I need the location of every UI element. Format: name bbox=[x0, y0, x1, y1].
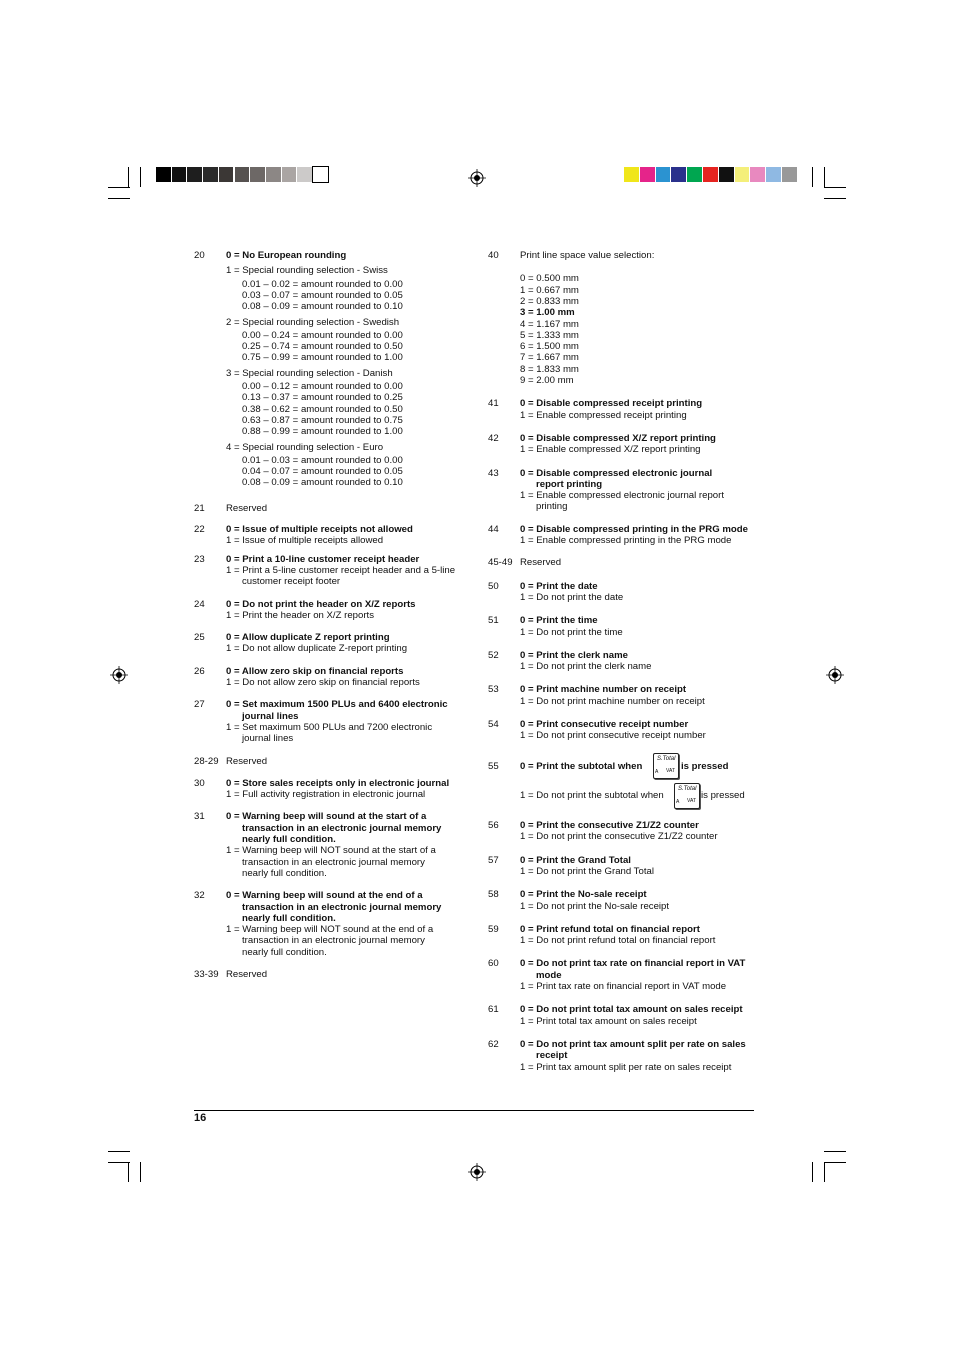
crop-mark bbox=[824, 198, 846, 199]
entry-text: 1 = Enable compressed receipt printing bbox=[520, 409, 687, 421]
entry-text: 7 = 1.667 mm bbox=[520, 352, 579, 364]
crop-mark bbox=[108, 198, 130, 199]
entry-bold-text: 0 = Print the time bbox=[520, 615, 598, 627]
registration-mark-icon bbox=[110, 666, 128, 684]
entry-number: 27 bbox=[194, 699, 205, 711]
entry-bold-text: 0 = Disable compressed X/Z report printing bbox=[520, 432, 716, 444]
color-swatch bbox=[687, 167, 702, 182]
entry-text: 9 = 2.00 mm bbox=[520, 375, 574, 386]
entry-number: 24 bbox=[194, 598, 205, 610]
entry-text: 1 = Print tax rate on financial report in VAT mode bbox=[520, 981, 727, 992]
entry-bold-text: 0 = Store sales receipts only in electronic journal bbox=[226, 777, 450, 789]
color-swatch bbox=[187, 167, 202, 182]
entry-text: 1 = Issue of multiple receipts allowed bbox=[226, 535, 384, 547]
entry-text: 8 = 1.833 mm bbox=[520, 363, 579, 375]
entry-bold-text: 0 = Allow zero skip on financial reports bbox=[226, 665, 404, 677]
entry-text: nearly full condition. bbox=[242, 867, 327, 879]
entry-text: 1 = Do not print the consecutive Z1/Z2 counter bbox=[520, 831, 718, 843]
entry-text: 1 = Do not print refund total on financial report bbox=[520, 935, 716, 947]
entry-text: 0.63 – 0.87 = amount rounded to 0.75 bbox=[242, 414, 403, 426]
entry-text: 1 = Do not print consecutive receipt number bbox=[520, 730, 706, 742]
crop-mark bbox=[824, 187, 846, 188]
entry-number: 23 bbox=[194, 553, 205, 565]
entry-text: Reserved bbox=[226, 502, 268, 514]
entry-bold-text: is pressed bbox=[681, 761, 729, 772]
entry-text: 0.08 – 0.09 = amount rounded to 0.10 bbox=[242, 301, 403, 313]
entry-text: printing bbox=[536, 501, 568, 513]
entry-number: 45-49 bbox=[488, 557, 513, 569]
color-swatch bbox=[750, 167, 765, 182]
entry-text: journal lines bbox=[242, 733, 294, 745]
entry-number: 22 bbox=[194, 524, 205, 535]
entry-text: 1 = Warning beep will NOT sound at the end of a bbox=[226, 924, 434, 936]
entry-number: 62 bbox=[488, 1038, 499, 1050]
entry-bold-text: 0 = Do not print total tax amount on sales receipt bbox=[520, 1004, 743, 1016]
entry-bold-text: 0 = Print refund total on financial report bbox=[520, 923, 700, 935]
entry-text: is pressed bbox=[701, 790, 745, 801]
entry-bold-text: mode bbox=[536, 969, 562, 981]
entry-number: 54 bbox=[488, 719, 499, 730]
color-swatch bbox=[250, 167, 265, 182]
entry-bold-text: 0 = Disable compressed printing in the PRG mode bbox=[520, 523, 748, 535]
entry-bold-text: 0 = Allow duplicate Z report printing bbox=[226, 632, 390, 644]
entry-text: 0.01 – 0.03 = amount rounded to 0.00 bbox=[242, 454, 403, 466]
entry-text: 1 = Enable compressed X/Z report printing bbox=[520, 444, 701, 456]
entry-number: 33-39 bbox=[194, 969, 219, 980]
entry-text: 1 = Do not print the date bbox=[520, 591, 624, 603]
entry-text: 0.01 – 0.02 = amount rounded to 0.00 bbox=[242, 278, 403, 290]
footer-rule bbox=[194, 1110, 754, 1111]
entry-text: 1 = Set maximum 500 PLUs and 7200 electronic bbox=[226, 721, 433, 733]
entry-bold-text: 0 = Print the consecutive Z1/Z2 counter bbox=[520, 820, 699, 831]
entry-text: 1 = Do not print the No-sale receipt bbox=[520, 900, 670, 912]
crop-mark bbox=[108, 187, 130, 188]
entry-number: 59 bbox=[488, 923, 499, 935]
color-swatch bbox=[719, 167, 734, 182]
page-number: 16 bbox=[194, 1112, 207, 1124]
entry-text: 1 = Full activity registration in electronic journal bbox=[226, 789, 426, 801]
entry-bold-text: transaction in an electronic journal memory bbox=[242, 822, 442, 834]
entry-text: 0.03 – 0.07 = amount rounded to 0.05 bbox=[242, 289, 403, 301]
entry-number: 31 bbox=[194, 811, 205, 823]
entry-text: transaction in an electronic journal memory bbox=[242, 856, 425, 868]
entry-text: 4 = Special rounding selection - Euro bbox=[226, 441, 384, 453]
entry-bold-text: 0 = Print the clerk name bbox=[520, 649, 628, 661]
color-swatch bbox=[203, 167, 218, 182]
entry-bold-text: nearly full condition. bbox=[242, 912, 336, 924]
entry-text: 1 = Special rounding selection - Swiss bbox=[226, 265, 388, 277]
entry-text: 0.25 – 0.74 = amount rounded to 0.50 bbox=[242, 341, 403, 353]
crop-mark bbox=[140, 167, 141, 187]
entry-bold-text: 0 = Print the No-sale receipt bbox=[520, 889, 647, 901]
entry-text: nearly full condition. bbox=[242, 946, 327, 958]
entry-text: 1 = Do not print the clerk name bbox=[520, 661, 652, 673]
entry-text: 1 = Do not print machine number on receipt bbox=[520, 695, 705, 707]
registration-mark-icon bbox=[468, 1163, 486, 1181]
color-swatch bbox=[656, 167, 671, 182]
entry-bold-text: 0 = Print the date bbox=[520, 580, 598, 592]
entry-text: 4 = 1.167 mm bbox=[520, 318, 579, 330]
entry-text: Print line space value selection: bbox=[520, 250, 655, 261]
entry-bold-text: 0 = Do not print the header on X/Z reports bbox=[226, 598, 416, 610]
entry-text: transaction in an electronic journal memory bbox=[242, 935, 425, 947]
crop-mark bbox=[824, 1151, 846, 1152]
entry-text: 1 = Enable compressed electronic journal report bbox=[520, 490, 724, 502]
color-swatch bbox=[235, 167, 250, 182]
entry-bold-text: 0 = Disable compressed receipt printing bbox=[520, 398, 703, 410]
s-total-key-icon: S.Total A VAT bbox=[653, 753, 679, 779]
entry-bold-text: 0 = Print the subtotal when bbox=[520, 761, 643, 772]
entry-number: 32 bbox=[194, 890, 205, 902]
entry-bold-text: 0 = Issue of multiple receipts not allowed bbox=[226, 524, 413, 535]
entry-number: 60 bbox=[488, 958, 499, 970]
entry-bold-text: 0 = Print a 10-line customer receipt header bbox=[226, 553, 420, 565]
entry-number: 51 bbox=[488, 615, 499, 627]
entry-text: 1 = Do not allow duplicate Z-report printing bbox=[226, 643, 408, 655]
entry-text: Reserved bbox=[226, 969, 268, 980]
entry-text: 3 = Special rounding selection - Danish bbox=[226, 367, 393, 379]
entry-bold-text: 0 = Warning beep will sound at the start of a bbox=[226, 811, 427, 823]
entry-number: 61 bbox=[488, 1004, 499, 1016]
entry-number: 52 bbox=[488, 649, 499, 661]
entry-bold-text: transaction in an electronic journal memory bbox=[242, 901, 442, 913]
color-swatch bbox=[282, 167, 297, 182]
entry-bold-text: 0 = Do not print tax amount split per rate on sales bbox=[520, 1038, 746, 1050]
entry-number: 28-29 bbox=[194, 755, 219, 767]
entry-number: 26 bbox=[194, 665, 205, 677]
crop-mark bbox=[812, 167, 813, 187]
entry-text: 1 = Warning beep will NOT sound at the start of a bbox=[226, 845, 436, 857]
entry-text: 1 = Do not print the subtotal when bbox=[520, 790, 664, 801]
entry-bold-text: 0 = Set maximum 1500 PLUs and 6400 electronic bbox=[226, 699, 448, 711]
entry-text: 0.75 – 0.99 = amount rounded to 1.00 bbox=[242, 352, 403, 364]
entry-bold-text: nearly full condition. bbox=[242, 834, 336, 845]
entry-text: 1 = 0.667 mm bbox=[520, 284, 579, 296]
entry-text: Reserved bbox=[226, 755, 268, 767]
entry-number: 58 bbox=[488, 889, 499, 901]
registration-mark-icon bbox=[468, 169, 486, 187]
crop-mark bbox=[108, 1151, 130, 1152]
color-swatch bbox=[703, 167, 718, 182]
entry-bold-text: 0 = Warning beep will sound at the end of a bbox=[226, 890, 423, 902]
entry-bold-text: 0 = Print machine number on receipt bbox=[520, 684, 687, 696]
crop-mark bbox=[824, 1162, 825, 1182]
entry-bold-text: 0 = Print the Grand Total bbox=[520, 854, 631, 866]
entry-text: 0.00 – 0.12 = amount rounded to 0.00 bbox=[242, 381, 403, 392]
entry-number: 21 bbox=[194, 502, 205, 514]
entry-bold-text: 0 = Print consecutive receipt number bbox=[520, 719, 689, 730]
entry-number: 55 bbox=[488, 761, 499, 772]
color-swatch bbox=[782, 167, 797, 182]
entry-text: 0.08 – 0.09 = amount rounded to 0.10 bbox=[242, 477, 403, 489]
s-total-key-icon: S.Total A VAT bbox=[674, 783, 700, 809]
entry-text: 2 = Special rounding selection - Swedish bbox=[226, 316, 400, 328]
entry-bold-text: journal lines bbox=[242, 710, 299, 722]
entry-bold-text: receipt bbox=[536, 1050, 568, 1062]
crop-mark bbox=[108, 1162, 130, 1163]
color-swatch bbox=[671, 167, 686, 182]
crop-mark bbox=[128, 167, 129, 187]
entry-number: 41 bbox=[488, 398, 499, 410]
entry-number: 25 bbox=[194, 632, 205, 644]
entry-text: 1 = Do not print the Grand Total bbox=[520, 865, 654, 877]
entry-bold-text: 0 = Disable compressed electronic journal bbox=[520, 467, 713, 479]
color-swatch bbox=[266, 167, 281, 182]
entry-text: 1 = Print total tax amount on sales receipt bbox=[520, 1015, 697, 1027]
crop-mark bbox=[128, 1162, 129, 1182]
entry-text: 0.04 – 0.07 = amount rounded to 0.05 bbox=[242, 466, 403, 478]
crop-mark bbox=[824, 1162, 846, 1163]
entry-text: 1 = Print the header on X/Z reports bbox=[226, 609, 374, 621]
color-swatch bbox=[640, 167, 655, 182]
color-swatch bbox=[735, 167, 750, 182]
entry-text: 5 = 1.333 mm bbox=[520, 329, 579, 341]
entry-bold-text: 0 = No European rounding bbox=[226, 250, 347, 261]
entry-bold-text: 0 = Do not print tax rate on financial report in VAT bbox=[520, 958, 746, 970]
entry-text: 1 = Print tax amount split per rate on sales receipt bbox=[520, 1061, 732, 1073]
color-swatch bbox=[766, 167, 781, 182]
entry-number: 43 bbox=[488, 467, 499, 479]
crop-mark bbox=[812, 1162, 813, 1182]
entry-number: 40 bbox=[488, 250, 499, 261]
entry-number: 57 bbox=[488, 854, 499, 866]
entry-text: Reserved bbox=[520, 557, 562, 569]
crop-mark bbox=[140, 1162, 141, 1182]
entry-text: 0.13 – 0.37 = amount rounded to 0.25 bbox=[242, 392, 403, 404]
entry-text: 1 = Do not allow zero skip on financial reports bbox=[226, 677, 420, 688]
crop-mark bbox=[824, 167, 825, 187]
entry-number: 20 bbox=[194, 250, 205, 261]
entry-text: customer receipt footer bbox=[242, 576, 341, 588]
entry-number: 30 bbox=[194, 777, 205, 789]
entry-text: 1 = Print a 5-line customer receipt header and a 5-line bbox=[226, 564, 456, 576]
entry-text: 1 = Do not print the time bbox=[520, 626, 623, 638]
entry-text: 0.00 – 0.24 = amount rounded to 0.00 bbox=[242, 329, 403, 341]
color-swatch bbox=[156, 167, 171, 182]
color-swatch bbox=[172, 167, 187, 182]
entry-text: 1 = Enable compressed printing in the PRG mode bbox=[520, 535, 732, 546]
entry-bold-text: report printing bbox=[536, 478, 603, 490]
color-swatch bbox=[624, 167, 639, 182]
entry-text: 2 = 0.833 mm bbox=[520, 295, 579, 307]
color-swatch bbox=[297, 167, 312, 182]
entry-number: 50 bbox=[488, 580, 499, 592]
color-swatch bbox=[219, 167, 234, 182]
entry-text: 0.38 – 0.62 = amount rounded to 0.50 bbox=[242, 403, 403, 415]
registration-mark-icon bbox=[826, 666, 844, 684]
entry-number: 53 bbox=[488, 684, 499, 696]
entry-number: 44 bbox=[488, 523, 499, 535]
entry-number: 42 bbox=[488, 432, 499, 444]
entry-number: 56 bbox=[488, 820, 499, 831]
color-swatch bbox=[313, 167, 328, 182]
entry-bold-text: 3 = 1.00 mm bbox=[520, 307, 575, 319]
entry-text: 6 = 1.500 mm bbox=[520, 341, 579, 353]
entry-text: 0.88 – 0.99 = amount rounded to 1.00 bbox=[242, 426, 403, 438]
entry-text: 0 = 0.500 mm bbox=[520, 273, 579, 285]
